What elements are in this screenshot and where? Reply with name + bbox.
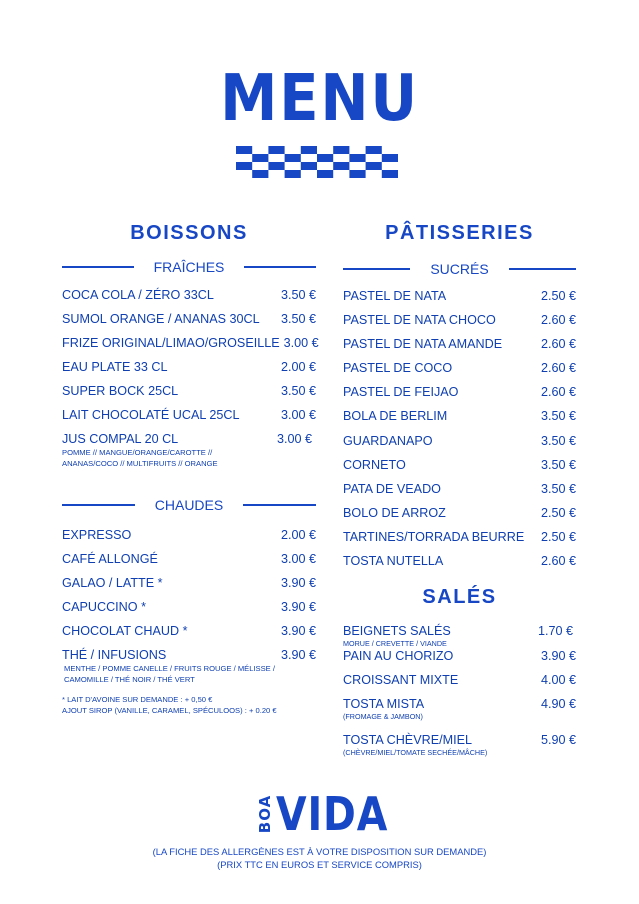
menu-item	[343, 624, 576, 649]
menu-item	[343, 530, 576, 554]
boissons-title: BOISSONS	[130, 222, 248, 244]
menu-item	[343, 649, 576, 673]
item-price: 2.50 €	[540, 505, 576, 520]
item-price: 2.60 €	[540, 337, 576, 352]
item-price: 3.00 €	[280, 552, 316, 566]
menu-item	[343, 458, 576, 482]
chaudes-subhead	[62, 492, 316, 518]
footnotes	[62, 694, 316, 716]
item-name: TARTINES/TORRADA BEURRE	[343, 529, 525, 544]
menu-item	[62, 552, 316, 576]
sucres-label: SUCRÉS	[430, 261, 489, 277]
item-name: PASTEL DE COCO	[343, 361, 453, 376]
menu-item	[343, 554, 576, 578]
item-name: CAPUCCINO *	[62, 600, 146, 614]
item-price: 3.00 €	[276, 432, 312, 446]
item-name: CHOCOLAT CHAUD *	[62, 624, 188, 638]
item-name: TOSTA NUTELLA	[343, 554, 444, 569]
item-price: 3.90 €	[280, 576, 316, 590]
item-price: 3.50 €	[540, 457, 576, 472]
menu-item	[343, 673, 576, 697]
item-name: TOSTA CHÈVRE/MIEL	[343, 733, 472, 748]
menu-item	[343, 409, 576, 433]
item-description: (FROMAGE & JAMBON)	[343, 712, 423, 722]
item-description: MORUE / CREVETTE / VIANDE	[343, 639, 447, 649]
sales-list	[343, 624, 576, 759]
item-name: FRIZE ORIGINAL/LIMAO/GROSEILLE	[62, 336, 280, 350]
item-price: 3.50 €	[280, 312, 316, 326]
chaudes-label: CHAUDES	[154, 497, 224, 513]
menu-item	[343, 385, 576, 409]
item-price: 3.50 €	[280, 384, 316, 398]
note-line: ANANAS/COCO // MULTIFRUITS // ORANGE	[62, 459, 218, 468]
item-price: 3.50 €	[540, 481, 576, 496]
item-name: LAIT CHOCOLATÉ UCAL 25CL	[62, 408, 240, 422]
fraiches-label: FRAÎCHES	[153, 259, 225, 275]
item-name: CROISSANT MIXTE	[343, 673, 459, 688]
item-name: CORNETO	[343, 457, 406, 472]
item-name: PASTEL DE NATA	[343, 289, 447, 303]
item-price: 5.90 €	[540, 733, 576, 748]
item-name: BEIGNETS SALÉS	[343, 624, 451, 639]
divider-line	[343, 268, 410, 270]
sucres-subhead	[343, 256, 576, 282]
item-name: COCA COLA / ZÉRO 33CL	[62, 288, 214, 302]
item-name: THÉ / INFUSIONS	[62, 648, 167, 662]
menu-item	[62, 576, 316, 600]
logo-boa-text: BOA	[256, 794, 274, 834]
item-name: GUARDANAPO	[343, 433, 433, 448]
item-name: BOLA DE BERLIM	[343, 409, 448, 424]
item-price: 4.00 €	[540, 673, 576, 688]
allergen-notice: (LA FICHE DES ALLERGÈNES EST À VOTRE DISPOSITION SUR DEMANDE)	[152, 846, 487, 857]
menu-item	[343, 361, 576, 385]
menu-item	[62, 624, 316, 648]
logo-vida-text: VIDA	[276, 787, 389, 841]
price-notice: (PRIX TTC EN EUROS ET SERVICE COMPRIS)	[217, 859, 422, 870]
sucres-list	[343, 289, 576, 578]
item-price: 3.50 €	[540, 433, 576, 448]
menu-item	[343, 733, 576, 759]
menu-item	[343, 313, 576, 337]
note-line: CAMOMILLE / THÉ NOIR / THÉ VERT	[64, 675, 195, 684]
item-price: 2.60 €	[540, 313, 576, 328]
divider-line	[243, 504, 316, 506]
menu-item	[62, 288, 316, 312]
item-name: EAU PLATE 33 CL	[62, 360, 168, 374]
item-price: 2.50 €	[540, 529, 576, 544]
menu-title: MENU	[220, 62, 419, 136]
item-description: (CHÈVRE/MIEL/TOMATE SECHÉE/MÂCHE)	[343, 748, 488, 758]
menu-item	[62, 336, 319, 360]
chaudes-list	[62, 528, 316, 716]
menu-item	[62, 360, 316, 384]
checkered-pattern	[236, 146, 398, 178]
menu-item	[343, 337, 576, 361]
menu-item	[62, 384, 316, 408]
note-line: POMME // MANGUE/ORANGE/CAROTTE //	[62, 448, 213, 457]
item-name: SUPER BOCK 25CL	[62, 384, 179, 398]
item-price: 3.90 €	[280, 624, 316, 638]
menu-item	[343, 482, 576, 506]
menu-item	[343, 289, 576, 313]
item-price: 1.70 €	[537, 624, 573, 639]
item-price: 2.50 €	[540, 289, 576, 303]
item-price: 2.60 €	[540, 385, 576, 400]
divider-line	[509, 268, 576, 270]
item-price: 4.90 €	[540, 697, 576, 712]
menu-item	[62, 312, 316, 336]
menu-item	[343, 506, 576, 530]
divider-line	[62, 266, 134, 268]
patisseries-column	[343, 220, 576, 759]
item-name: CAFÉ ALLONGÉ	[62, 552, 158, 566]
note-line: MENTHE / POMME CANELLE / FRUITS ROUGE / MÉLISSE /	[64, 664, 275, 673]
divider-line	[62, 504, 135, 506]
item-name: BOLO DE ARROZ	[343, 505, 446, 520]
menu-item	[343, 434, 576, 458]
boa-vida-logo	[254, 787, 389, 841]
fraiches-list	[62, 288, 319, 469]
item-price: 3.90 €	[540, 649, 576, 664]
footnote-oat-milk: * LAIT D'AVOINE SUR DEMANDE : + 0,50 €	[62, 695, 213, 704]
item-price: 2.60 €	[540, 361, 576, 376]
item-price: 3.50 €	[280, 288, 316, 302]
item-name: JUS COMPAL 20 CL	[62, 432, 179, 446]
item-price: 2.00 €	[280, 360, 316, 374]
item-name: SUMOL ORANGE / ANANAS 30CL	[62, 312, 260, 326]
divider-line	[244, 266, 316, 268]
item-price: 3.90 €	[280, 648, 316, 662]
item-price: 3.00 €	[280, 408, 316, 422]
menu-item	[343, 697, 576, 733]
menu-item	[62, 600, 316, 624]
boissons-column	[62, 220, 319, 716]
item-name: TOSTA MISTA	[343, 697, 425, 712]
item-name: PASTEL DE FEIJAO	[343, 385, 459, 400]
item-name: GALAO / LATTE *	[62, 576, 163, 590]
item-name: PASTEL DE NATA AMANDE	[343, 337, 503, 352]
item-name: PAIN AU CHORIZO	[343, 649, 454, 664]
footnote-syrup: AJOUT SIROP (VANILLE, CARAMEL, SPÉCULOOS) : + 0.20 €	[62, 706, 277, 715]
menu-item	[62, 408, 316, 432]
item-price: 3.00 €	[283, 336, 319, 350]
sales-title: SALÉS	[422, 586, 497, 609]
logo-boa	[256, 790, 274, 838]
fraiches-subhead	[62, 254, 316, 280]
item-price: 2.60 €	[540, 554, 576, 569]
menu-item	[62, 528, 316, 552]
item-name: PASTEL DE NATA CHOCO	[343, 313, 496, 328]
item-price: 2.00 €	[280, 528, 316, 542]
patisseries-title: PÂTISSERIES	[385, 222, 534, 244]
item-name: PATA DE VEADO	[343, 481, 441, 496]
item-name: EXPRESSO	[62, 528, 132, 542]
item-price: 3.50 €	[540, 409, 576, 424]
item-price: 3.90 €	[280, 600, 316, 614]
